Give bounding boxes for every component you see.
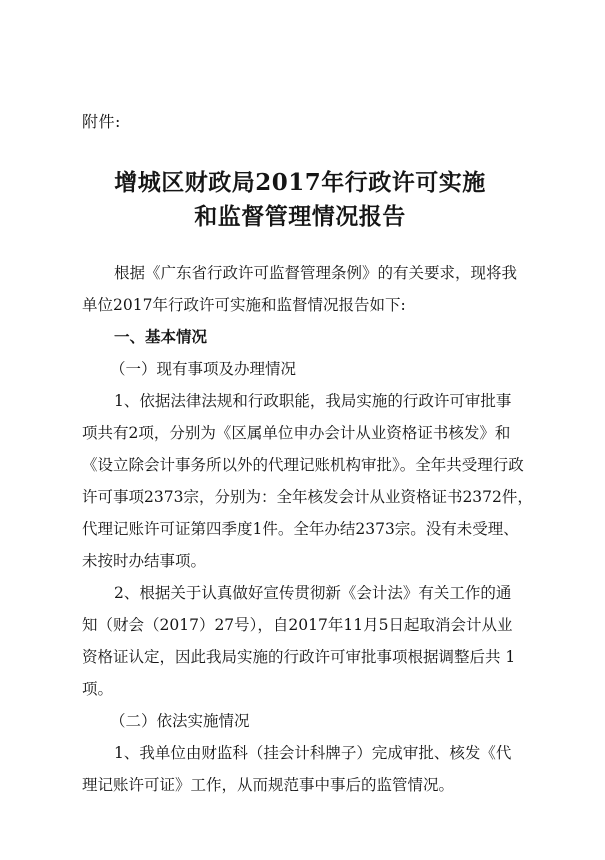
paragraph-line: 1、依据法律法规和行政职能，我局实施的行政许可审批事 [114, 392, 512, 410]
paragraph-line: 单位2017年行政许可实施和监督情况报告如下: [82, 296, 406, 314]
paragraph-line: 2、根据关于认真做好宣传贯彻新《会计法》有关工作的通 [114, 584, 512, 602]
paragraph-line: 许可事项2373宗，分别为：全年核发会计从业资格证书2372件， [82, 488, 533, 506]
attachment-label: 附件: [82, 112, 121, 131]
paragraph-line: 项共有2项，分别为《区属单位申办会计从业资格证书核发》和 [82, 424, 511, 442]
paragraph-line: 1、我单位由财监科（挂会计科牌子）完成审批、核发《代 [114, 744, 512, 762]
subsection-heading: （二）依法实施情况 [110, 712, 250, 730]
paragraph-line: 根据《广东省行政许可监督管理条例》的有关要求，现将我 [114, 264, 518, 282]
paragraph-line: 未按时办结事项。 [82, 552, 207, 570]
paragraph-line: 《设立除会计事务所以外的代理记账机构审批》。全年共受理行政 [82, 456, 524, 474]
paragraph-line: 资格证认定，因此我局实施的行政许可审批事项根据调整后共 1 [82, 648, 516, 666]
section-heading: 一、基本情况 [114, 327, 208, 346]
paragraph-line: 项。 [82, 680, 114, 698]
paragraph-line: 知（财会（2017）27号），自2017年11月5日起取消会计从业 [82, 616, 513, 634]
document-body [82, 257, 552, 801]
document-title-line-2: 和监督管理情况报告 [194, 203, 406, 230]
document-title-line-1: 增城区财政局2017年行政许可实施 [114, 169, 486, 196]
subsection-heading: （一）现有事项及办理情况 [110, 360, 297, 378]
paragraph-line: 代理记账许可证第四季度1件。全年办结2373宗。没有未受理、 [82, 520, 519, 538]
paragraph-line: 理记账许可证》工作，从而规范事中事后的监管情况。 [82, 776, 455, 794]
